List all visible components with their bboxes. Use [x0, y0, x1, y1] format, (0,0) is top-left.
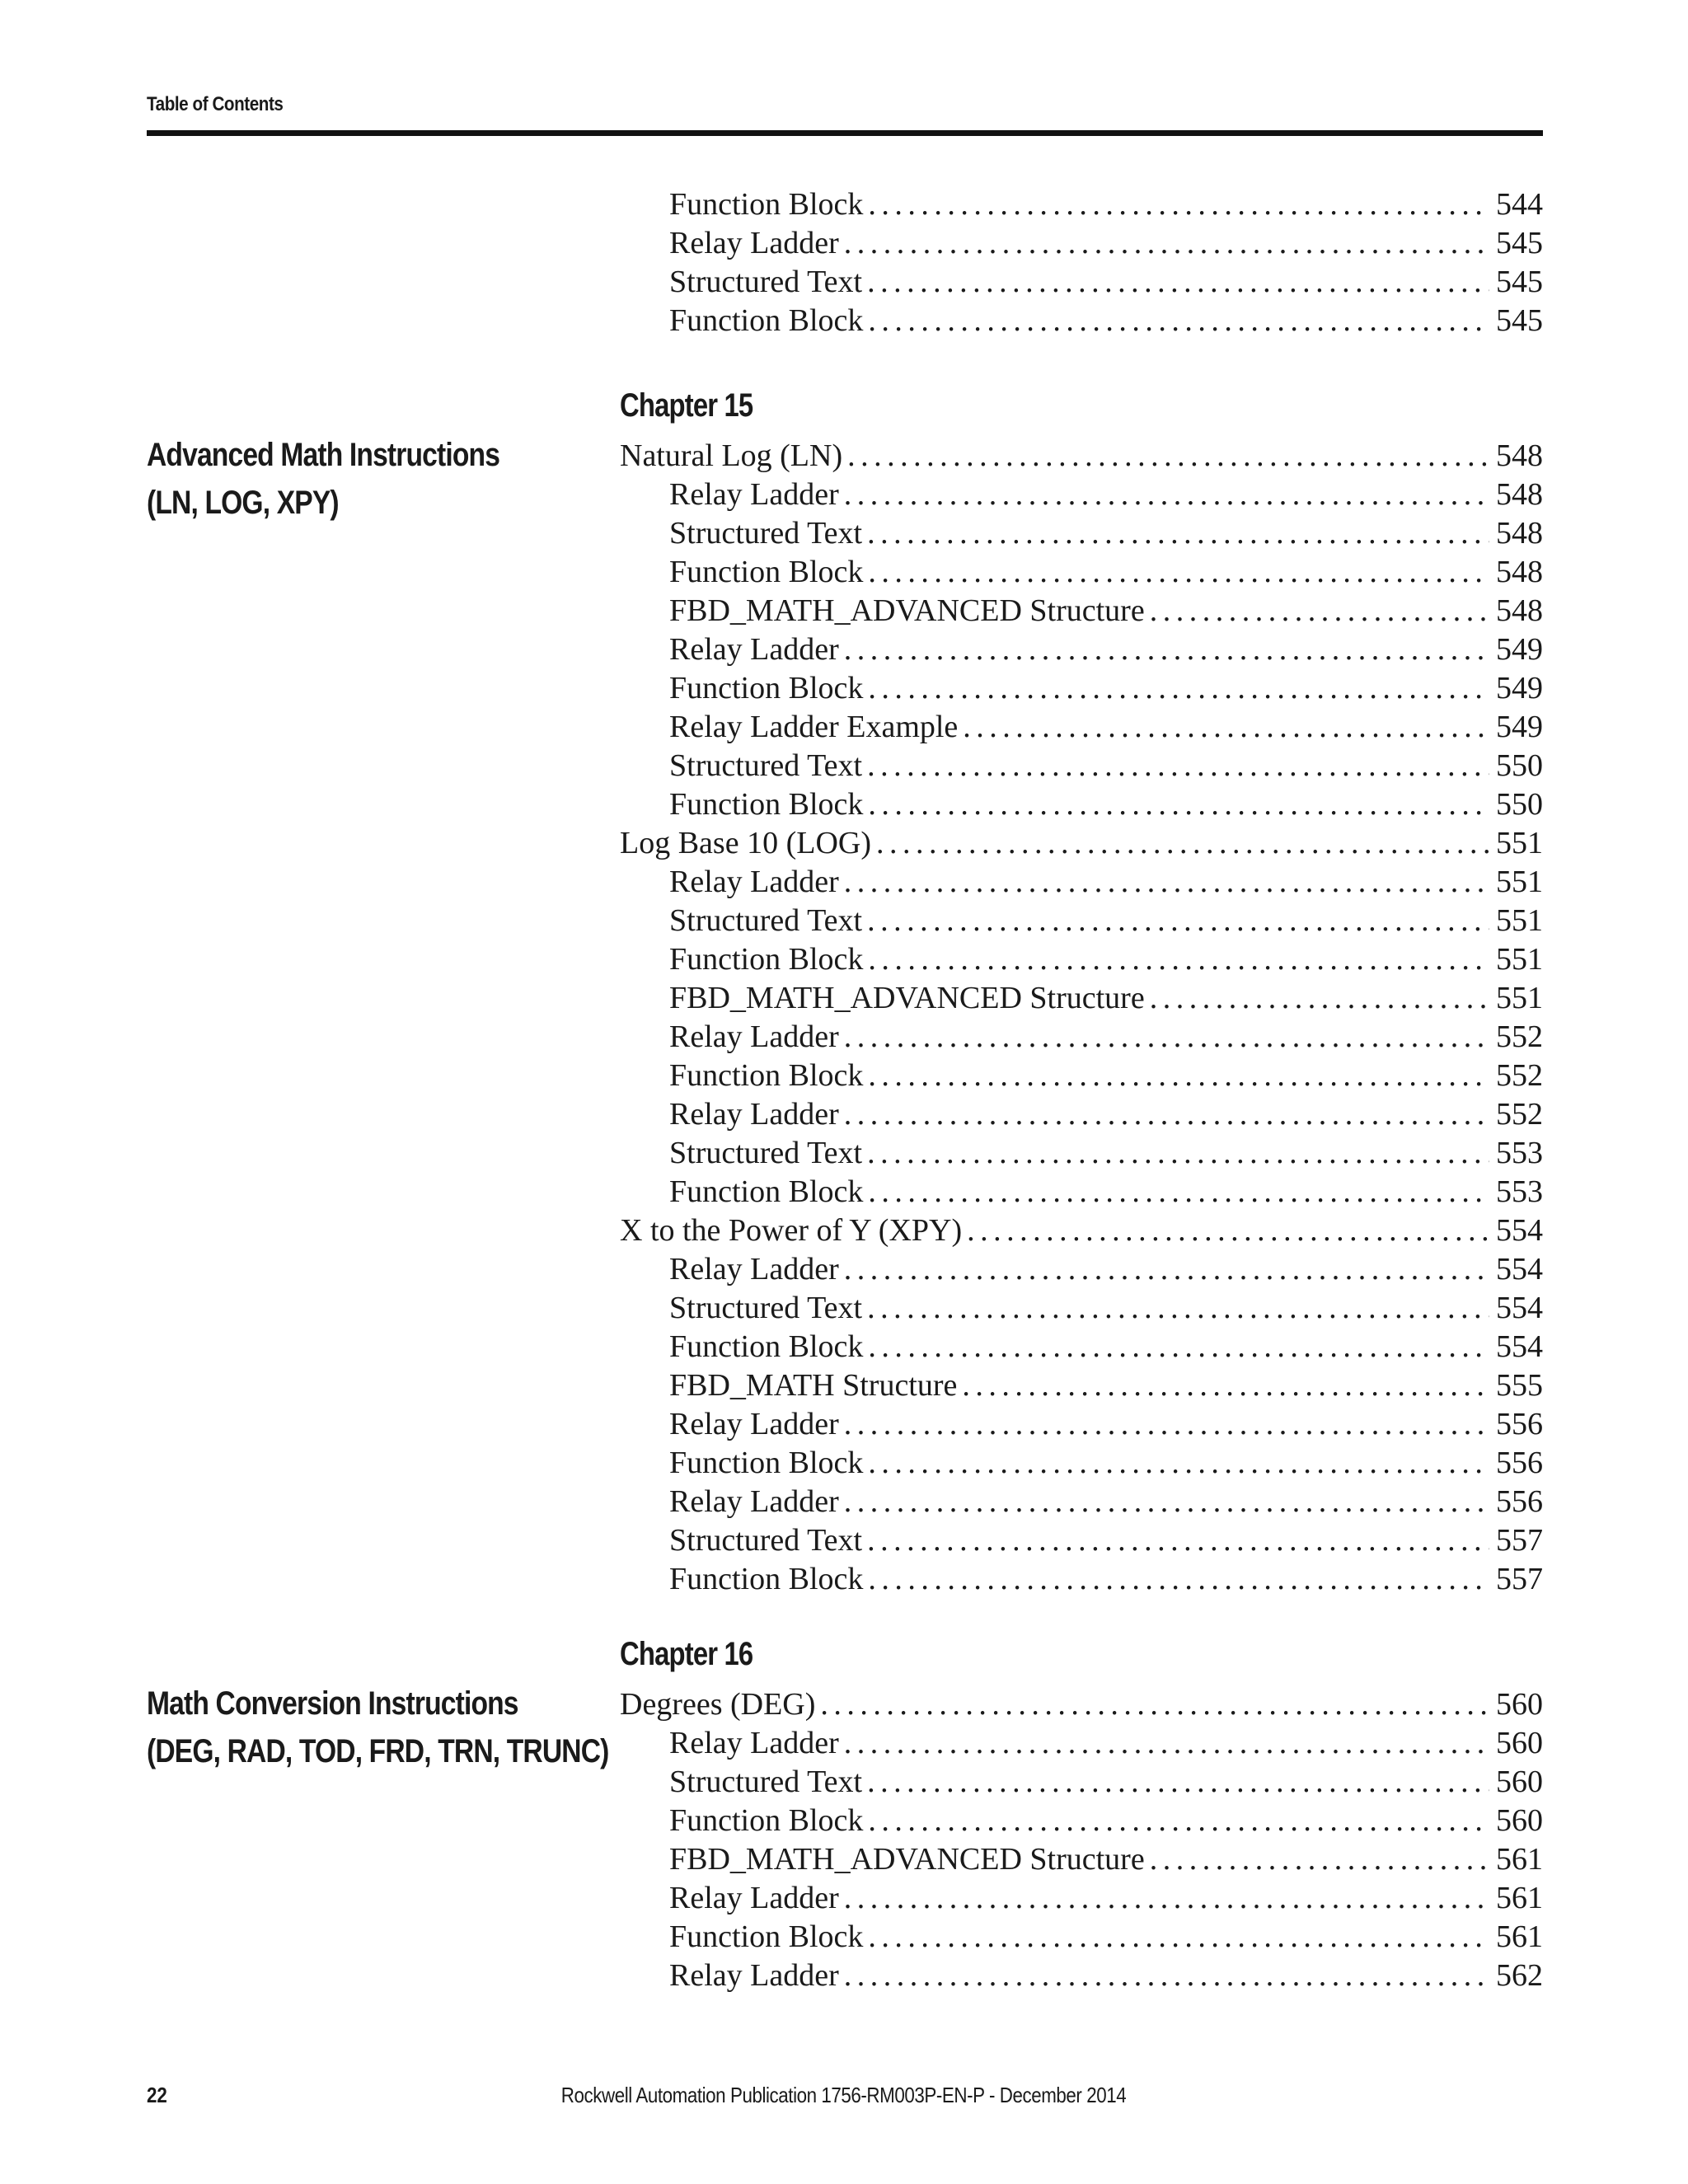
toc-entry-page: 548: [1496, 516, 1543, 551]
toc-entry-title: Function Block: [669, 1058, 864, 1093]
toc-leader-dots: [868, 1802, 1489, 1840]
toc-entry-title: X to the Power of Y (XPY): [620, 1213, 963, 1248]
toc-leader-dots: [868, 1057, 1489, 1095]
toc-entry-page: 554: [1496, 1213, 1543, 1248]
toc-leader-dots: [868, 1173, 1489, 1212]
toc-entry[interactable]: [620, 1173, 1543, 1212]
toc-entry-title: Relay Ladder: [669, 1726, 839, 1760]
toc-leader-dots: [962, 1366, 1489, 1405]
toc-leader-dots: [967, 1212, 1489, 1250]
toc-entry-title: Function Block: [669, 671, 864, 705]
toc-entry-title: Log Base 10 (LOG): [620, 826, 871, 860]
toc-entry-title: Function Block: [669, 303, 864, 338]
toc-entry[interactable]: [620, 1521, 1543, 1560]
toc-leader-dots: [844, 1250, 1489, 1289]
toc-entry-title: Function Block: [669, 787, 864, 822]
toc-entry-page: 551: [1496, 865, 1543, 899]
toc-entry-page: 545: [1496, 265, 1543, 299]
toc-leader-dots: [867, 902, 1489, 940]
toc-entry[interactable]: [620, 902, 1543, 940]
toc-entry-page: 551: [1496, 826, 1543, 860]
toc-entry-page: 548: [1496, 593, 1543, 628]
toc-entry[interactable]: [620, 1483, 1543, 1521]
toc-entry-title: Relay Ladder: [669, 865, 839, 899]
toc-entry-title: Function Block: [669, 187, 864, 222]
toc-entry[interactable]: [620, 1212, 1543, 1250]
toc-entry-page: 552: [1496, 1019, 1543, 1054]
toc-leader-dots: [868, 940, 1489, 979]
toc-entry-title: Relay Ladder Example: [669, 710, 959, 744]
toc-entry-page: 560: [1496, 1765, 1543, 1799]
toc-entry[interactable]: [620, 1328, 1543, 1366]
toc-leader-dots: [844, 630, 1489, 669]
toc-entry[interactable]: [620, 263, 1543, 302]
toc-entry[interactable]: [620, 940, 1543, 979]
toc-entry[interactable]: [620, 1095, 1543, 1134]
toc-entry-page: 561: [1496, 1919, 1543, 1954]
toc-entry[interactable]: [620, 185, 1543, 224]
toc-entry-page: 556: [1496, 1446, 1543, 1480]
toc-entry-page: 560: [1496, 1803, 1543, 1838]
toc-entry-title: Structured Text: [669, 1523, 863, 1558]
toc-entry[interactable]: [620, 1134, 1543, 1173]
header-rule: [147, 130, 1543, 136]
toc-entry[interactable]: [620, 1057, 1543, 1095]
toc-leader-dots: [844, 1957, 1489, 1995]
chapter-15-toc: [620, 437, 1543, 1599]
toc-entry-title: Function Block: [669, 1446, 864, 1480]
chapter-15-section-title: [147, 431, 499, 527]
toc-entry-title: Relay Ladder: [669, 1881, 839, 1915]
toc-entry-page: 556: [1496, 1407, 1543, 1441]
toc-entry-title: Structured Text: [669, 748, 863, 783]
toc-entry[interactable]: [620, 1802, 1543, 1840]
toc-leader-dots: [844, 476, 1489, 514]
toc-entry-title: Relay Ladder: [669, 1484, 839, 1519]
toc-leader-dots: [867, 1289, 1489, 1328]
toc-entry-page: 552: [1496, 1058, 1543, 1093]
toc-leader-dots: [868, 785, 1489, 824]
toc-leader-dots: [867, 1521, 1489, 1560]
section-title-line-1: Advanced Math Instructions: [147, 437, 500, 473]
toc-entry-title: Function Block: [669, 1803, 864, 1838]
toc-entry-title: FBD_MATH_ADVANCED Structure: [669, 981, 1145, 1015]
toc-leader-dots: [868, 1444, 1489, 1483]
toc-entry-page: 548: [1496, 477, 1543, 512]
toc-leader-dots: [844, 1879, 1489, 1918]
toc-leader-dots: [868, 553, 1489, 592]
toc-continued: [620, 185, 1543, 340]
toc-entry-page: 553: [1496, 1136, 1543, 1170]
toc-leader-dots: [844, 1483, 1489, 1521]
toc-entry[interactable]: [620, 1763, 1543, 1802]
toc-entry-title: Structured Text: [669, 1765, 863, 1799]
toc-entry[interactable]: [620, 514, 1543, 553]
toc-entry-title: Function Block: [669, 555, 864, 589]
chapter-16-label: Chapter 16: [620, 1636, 753, 1672]
toc-entry[interactable]: [620, 1840, 1543, 1879]
toc-entry[interactable]: [620, 1018, 1543, 1057]
toc-leader-dots: [867, 1134, 1489, 1173]
toc-entry[interactable]: [620, 1560, 1543, 1599]
toc-entry-page: 545: [1496, 303, 1543, 338]
toc-entry-page: 549: [1496, 671, 1543, 705]
toc-entry-page: 551: [1496, 942, 1543, 977]
section-title-line-2: (LN, LOG, XPY): [147, 485, 339, 521]
toc-entry-page: 557: [1496, 1562, 1543, 1596]
toc-entry[interactable]: [620, 302, 1543, 340]
toc-leader-dots: [867, 514, 1489, 553]
toc-entry-title: Relay Ladder: [669, 1019, 839, 1054]
toc-entry-page: 555: [1496, 1368, 1543, 1403]
toc-entry-title: Structured Text: [669, 903, 863, 938]
toc-entry-title: Relay Ladder: [669, 477, 839, 512]
toc-leader-dots: [868, 669, 1489, 708]
toc-entry-title: FBD_MATH Structure: [669, 1368, 958, 1403]
toc-leader-dots: [868, 302, 1489, 340]
section-title-line-1: Math Conversion Instructions: [147, 1685, 518, 1722]
toc-entry-title: Relay Ladder: [669, 632, 839, 667]
toc-entry-page: 551: [1496, 981, 1543, 1015]
toc-entry-title: Function Block: [669, 1562, 864, 1596]
toc-entry-title: Structured Text: [669, 516, 863, 551]
toc-entry[interactable]: [620, 1879, 1543, 1918]
toc-entry-page: 556: [1496, 1484, 1543, 1519]
chapter-16-section-title: [147, 1680, 608, 1775]
toc-entry-title: Relay Ladder: [669, 226, 839, 260]
toc-entry-title: Natural Log (LN): [620, 438, 843, 473]
toc-leader-dots: [868, 1560, 1489, 1599]
toc-leader-dots: [876, 824, 1489, 863]
toc-leader-dots: [844, 224, 1489, 263]
chapter-15-label: Chapter 15: [620, 387, 753, 424]
toc-entry-title: Function Block: [669, 1329, 864, 1364]
toc-leader-dots: [868, 185, 1489, 224]
chapter-16-toc: [620, 1685, 1543, 1995]
toc-leader-dots: [868, 1918, 1489, 1957]
toc-entry-page: 561: [1496, 1881, 1543, 1915]
toc-entry[interactable]: [620, 669, 1543, 708]
toc-entry[interactable]: [620, 1685, 1543, 1724]
toc-entry-page: 553: [1496, 1174, 1543, 1209]
toc-entry-title: Function Block: [669, 942, 864, 977]
toc-entry-page: 544: [1496, 187, 1543, 222]
toc-entry-title: Structured Text: [669, 265, 863, 299]
footer-page-number: 22: [147, 2083, 167, 2107]
toc-entry[interactable]: [620, 1444, 1543, 1483]
toc-entry-page: 545: [1496, 226, 1543, 260]
footer-publication-text: Rockwell Automation Publication 1756-RM003P-EN-P - December 2014: [561, 2083, 1127, 2107]
toc-entry-page: 548: [1496, 438, 1543, 473]
toc-entry[interactable]: [620, 592, 1543, 630]
toc-entry-title: FBD_MATH_ADVANCED Structure: [669, 593, 1145, 628]
toc-leader-dots: [844, 1095, 1489, 1134]
toc-leader-dots: [820, 1685, 1489, 1724]
toc-entry[interactable]: [620, 979, 1543, 1018]
toc-entry-page: 549: [1496, 632, 1543, 667]
toc-entry[interactable]: [620, 437, 1543, 476]
toc-leader-dots: [867, 263, 1489, 302]
toc-entry-page: 552: [1496, 1097, 1543, 1132]
running-header: Table of Contents: [147, 93, 284, 115]
toc-entry[interactable]: [620, 1918, 1543, 1957]
toc-entry-title: Structured Text: [669, 1136, 863, 1170]
toc-leader-dots: [844, 863, 1489, 902]
toc-entry-title: Relay Ladder: [669, 1958, 839, 1993]
toc-entry[interactable]: [620, 747, 1543, 785]
toc-entry[interactable]: [620, 630, 1543, 669]
section-title-line-2: (DEG, RAD, TOD, FRD, TRN, TRUNC): [147, 1733, 609, 1769]
toc-entry[interactable]: [620, 1957, 1543, 1995]
toc-entry-page: 554: [1496, 1252, 1543, 1286]
toc-entry-title: Degrees (DEG): [620, 1687, 816, 1722]
toc-entry[interactable]: [620, 476, 1543, 514]
toc-entry[interactable]: [620, 785, 1543, 824]
toc-leader-dots: [1150, 592, 1489, 630]
toc-entry-page: 560: [1496, 1726, 1543, 1760]
toc-entry-page: 554: [1496, 1329, 1543, 1364]
toc-leader-dots: [844, 1724, 1489, 1763]
toc-entry-page: 548: [1496, 555, 1543, 589]
toc-entry-page: 561: [1496, 1842, 1543, 1877]
toc-entry[interactable]: [620, 708, 1543, 747]
toc-leader-dots: [867, 1763, 1489, 1802]
toc-leader-dots: [1150, 1840, 1489, 1879]
toc-entry[interactable]: [620, 1250, 1543, 1289]
toc-entry-page: 551: [1496, 903, 1543, 938]
toc-entry[interactable]: [620, 224, 1543, 263]
toc-leader-dots: [847, 437, 1489, 476]
toc-entry-title: Relay Ladder: [669, 1407, 839, 1441]
toc-entry[interactable]: [620, 1289, 1543, 1328]
toc-leader-dots: [1150, 979, 1489, 1018]
toc-entry-title: FBD_MATH_ADVANCED Structure: [669, 1842, 1145, 1877]
toc-entry[interactable]: [620, 1366, 1543, 1405]
toc-leader-dots: [868, 1328, 1489, 1366]
toc-leader-dots: [867, 747, 1489, 785]
toc-entry-page: 557: [1496, 1523, 1543, 1558]
toc-entry-page: 560: [1496, 1687, 1543, 1722]
toc-entry-title: Function Block: [669, 1919, 864, 1954]
toc-entry-page: 549: [1496, 710, 1543, 744]
toc-entry[interactable]: [620, 863, 1543, 902]
toc-entry[interactable]: [620, 1405, 1543, 1444]
toc-entry-title: Relay Ladder: [669, 1252, 839, 1286]
toc-leader-dots: [844, 1018, 1489, 1057]
toc-entry-page: 562: [1496, 1958, 1543, 1993]
toc-entry-title: Structured Text: [669, 1291, 863, 1325]
toc-leader-dots: [963, 708, 1489, 747]
toc-entry[interactable]: [620, 1724, 1543, 1763]
toc-leader-dots: [844, 1405, 1489, 1444]
toc-entry-title: Function Block: [669, 1174, 864, 1209]
toc-entry-page: 550: [1496, 748, 1543, 783]
toc-entry-page: 550: [1496, 787, 1543, 822]
toc-entry[interactable]: [620, 553, 1543, 592]
toc-entry-page: 554: [1496, 1291, 1543, 1325]
toc-entry[interactable]: [620, 824, 1543, 863]
toc-entry-title: Relay Ladder: [669, 1097, 839, 1132]
footer-publication: [0, 2083, 1688, 2108]
